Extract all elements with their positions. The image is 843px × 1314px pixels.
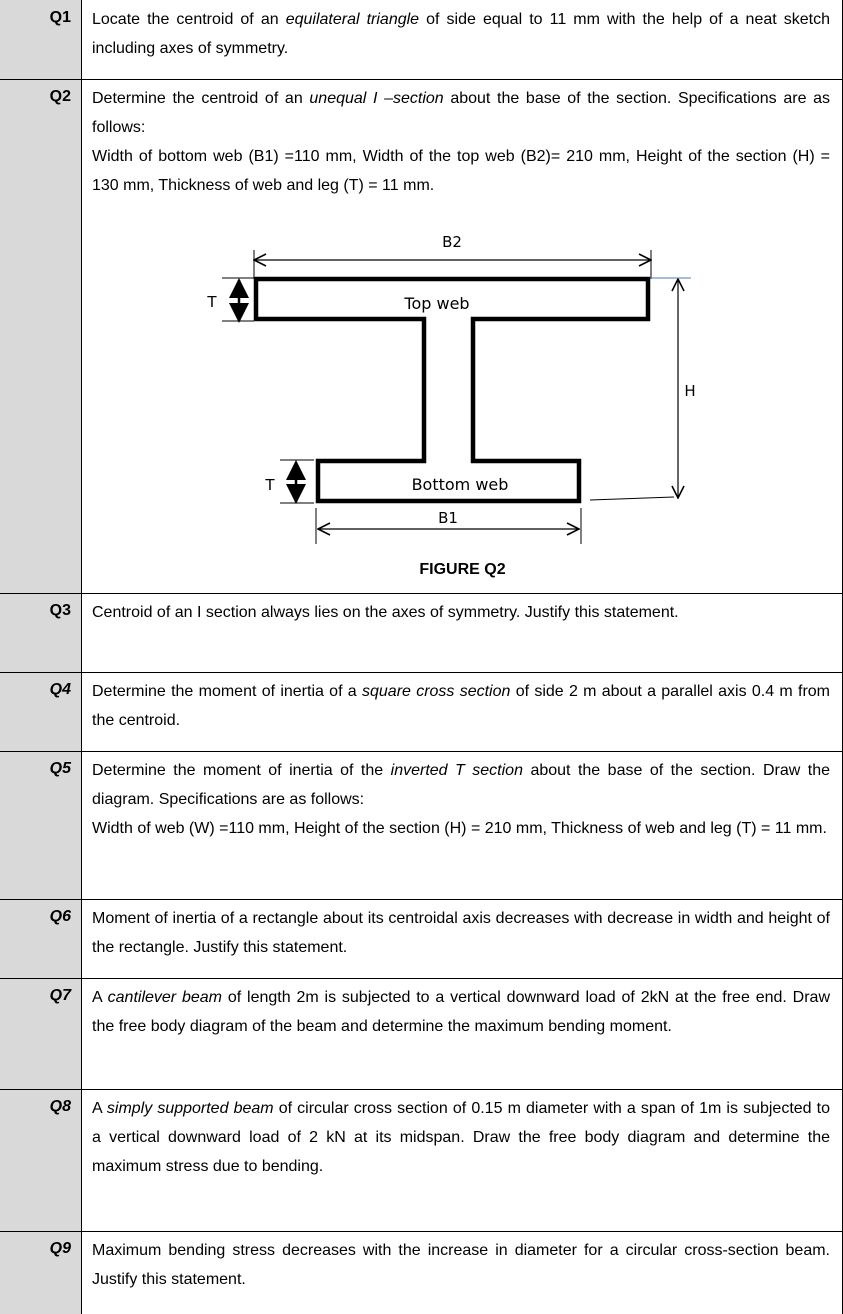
question-number: Q1 <box>49 9 71 26</box>
i-section-figure <box>82 220 843 580</box>
question-number: Q8 <box>49 1098 71 1115</box>
question-number-cell <box>0 751 81 899</box>
row-divider <box>0 899 843 900</box>
question-number: Q7 <box>49 987 71 1004</box>
question-text: Locate the centroid of an equilateral triangle of side equal to 11 mm with the help of a neat sketch including axes of symmetry. <box>92 11 831 57</box>
question-body-cell <box>81 751 843 899</box>
emphasis-term: equilateral triangle <box>285 11 420 28</box>
question-number-cell <box>0 978 81 1089</box>
question-number: Q3 <box>49 602 71 619</box>
label-h: H <box>684 382 696 400</box>
question-number: Q2 <box>49 88 71 105</box>
label-bottom-web: Bottom web <box>411 475 509 494</box>
question-body-cell <box>81 1231 843 1314</box>
row-divider <box>0 593 843 594</box>
question-body-cell <box>81 1089 843 1231</box>
row-divider <box>0 79 843 80</box>
emphasis-term: simply supported beam <box>106 1100 274 1117</box>
question-number-cell <box>0 593 81 672</box>
question-number-cell <box>0 1231 81 1314</box>
question-specs: Width of bottom web (B1) =110 mm, Width of the top web (B2)= 210 mm, Height of the section (H) = 130 mm, Thickness of web and leg (T) = 11 mm. <box>92 148 830 194</box>
emphasis-term: inverted T section <box>390 762 523 779</box>
question-body-cell <box>81 672 843 751</box>
question-body-cell <box>81 0 843 79</box>
label-b1: B1 <box>438 509 458 527</box>
question-row-q7 <box>0 978 843 1089</box>
question-text: Maximum bending stress decreases with the increase in diameter for a circular cross-section beam. Justify this statement. <box>92 1242 830 1288</box>
question-specs: Width of web (W) =110 mm, Height of the section (H) = 210 mm, Thickness of web and leg (T) = 11 mm. <box>92 820 827 837</box>
question-number: Q9 <box>49 1240 71 1257</box>
emphasis-term: square cross section <box>362 683 511 700</box>
question-body-cell <box>81 899 843 978</box>
label-t-bottom: T <box>265 476 275 494</box>
question-text: Centroid of an I section always lies on the axes of symmetry. Justify this statement. <box>92 604 679 621</box>
label-t-top: T <box>207 293 217 311</box>
question-text: A simply supported beam of circular cross section of 0.15 m diameter with a span of 1m is subjected to a vertical downward load of 2 kN at its midspan. Draw the free body diagram and determine the maximum stress due to bending. <box>92 1100 831 1175</box>
row-divider <box>0 1231 843 1232</box>
question-row-q6 <box>0 899 843 978</box>
row-divider <box>0 672 843 673</box>
row-divider <box>0 751 843 752</box>
question-number-cell <box>0 0 81 79</box>
question-number: Q5 <box>49 760 71 777</box>
question-row-q5 <box>0 751 843 899</box>
question-row-q8 <box>0 1089 843 1231</box>
question-body-cell <box>81 978 843 1089</box>
question-number-cell <box>0 79 81 593</box>
question-body-cell <box>81 79 843 593</box>
question-row-q1 <box>0 0 843 79</box>
question-text: Determine the centroid of an unequal I –section about the base of the section. Specifications are as follows: Width of bottom web (B1) =110 mm, Width of the top web (B2)= 210 mm, Height of the section (H) = 130 mm, Thickness of web and leg (T) = 11 mm. <box>92 84 830 200</box>
question-number-cell <box>0 672 81 751</box>
extension-line <box>590 497 674 500</box>
question-row-q2 <box>0 79 843 593</box>
emphasis-term: unequal I –section <box>309 90 444 107</box>
question-row-q9 <box>0 1231 843 1314</box>
question-row-q4 <box>0 672 843 751</box>
label-b2: B2 <box>442 233 462 251</box>
question-number-cell <box>0 899 81 978</box>
question-text: Determine the moment of inertia of the inverted T section about the base of the section. Draw the diagram. Specifications are as follows: Width of web (W) =110 mm, Height of the section (H) = 210 mm, Thickness of web and leg (T) = 11 mm. <box>92 756 830 843</box>
question-row-q3 <box>0 593 843 672</box>
label-top-web: Top web <box>404 294 470 313</box>
emphasis-term: cantilever beam <box>107 989 222 1006</box>
figure-caption: FIGURE Q2 <box>419 561 506 578</box>
question-text: Determine the moment of inertia of a square cross section of side 2 m about a parallel axis 0.4 m from the centroid. <box>92 683 831 729</box>
question-number: Q4 <box>49 681 71 698</box>
question-number-cell <box>0 1089 81 1231</box>
question-text: A cantilever beam of length 2m is subjected to a vertical downward load of 2kN at the free end. Draw the free body diagram of the beam and determine the maximum bending moment. <box>92 989 831 1035</box>
question-number: Q6 <box>49 908 71 925</box>
row-divider <box>0 1089 843 1090</box>
question-body-cell <box>81 593 843 672</box>
row-divider <box>0 978 843 979</box>
question-text: Moment of inertia of a rectangle about its centroidal axis decreases with decrease in width and height of the rectangle. Justify this statement. <box>92 910 830 956</box>
